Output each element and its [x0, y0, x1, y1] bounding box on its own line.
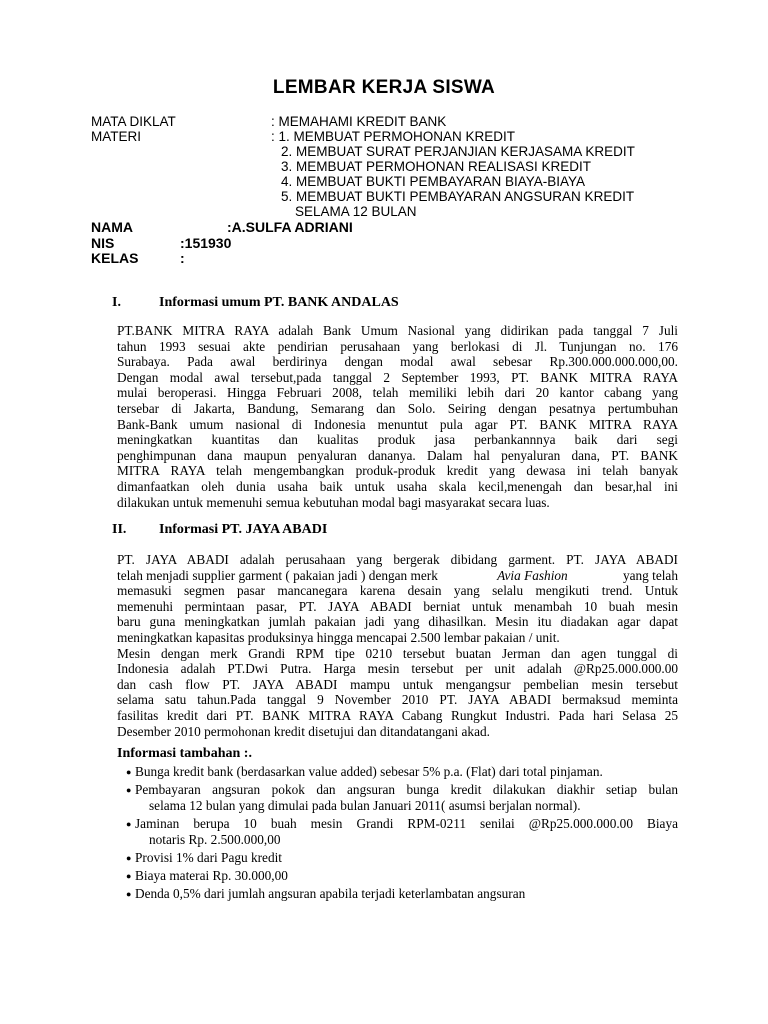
- paragraph-line: mulai beroperasi. Hingga Februari 2008, telah memiliki lebih dari 20 kantor cabang yang: [117, 385, 678, 401]
- list-item-text: Bunga kredit bank (berdasarkan value added) sebesar 5% p.a. (Flat) dari total pinjaman.: [135, 764, 603, 779]
- paragraph-line: meningkatkan kuantitas dan kualitas produk jasa perbankannnya baik dari segi: [117, 432, 678, 448]
- paragraph-line: dan cash flow PT. JAYA ABADI mampu untuk mengangsur pembelian mesin tersebut: [117, 676, 678, 692]
- list-item: [126, 764, 678, 780]
- list-item-text: notaris Rp. 2.500.000,00: [149, 832, 281, 847]
- kelas-value: :: [180, 250, 185, 266]
- list-item-text: Provisi 1% dari Pagu kredit: [135, 850, 282, 865]
- paragraph-line: PT.BANK MITRA RAYA adalah Bank Umum Nasional yang didirikan pada tanggal 7 Juli: [117, 323, 678, 338]
- section-2-paragraph: [117, 552, 678, 739]
- list-item: [126, 868, 678, 884]
- list-item-text: Jaminan berupa 10 buah mesin Grandi RPM-0211 senilai @Rp25.000.000.00 Biaya: [135, 816, 678, 831]
- section-1-paragraph: [117, 323, 678, 510]
- bullet-icon: ●: [126, 785, 132, 795]
- materi-item: SELAMA 12 BULAN: [295, 204, 417, 219]
- paragraph-line: memasuki segmen pasar mancanegara karena desain yang selalu mengikuti trend. Untuk: [117, 583, 678, 599]
- list-item-text: Denda 0,5% dari jumlah angsuran apabila terjadi keterlambatan angsuran: [135, 886, 526, 901]
- section-2-number: II.: [112, 522, 127, 537]
- paragraph-line: Mesin dengan merk Grandi RPM tipe 0210 tersebut buatan Jerman dan agen tunggal di: [117, 645, 678, 661]
- materi-item: 3. MEMBUAT PERMOHONAN REALISASI KREDIT: [281, 159, 592, 174]
- nis-label: NIS: [91, 235, 115, 251]
- info-tambahan-list: [126, 764, 678, 904]
- list-item-text: Biaya materai Rp. 30.000,00: [135, 868, 288, 883]
- nis-value: :151930: [180, 235, 232, 251]
- paragraph-line: dilakukan untuk memenuhi semua kebutuhan modal bagi masyarakat secara luas.: [117, 494, 550, 510]
- section-1-number: I.: [112, 295, 121, 310]
- bullet-icon: ●: [126, 767, 132, 777]
- paragraph-line-brand: [117, 568, 678, 584]
- section-2-title: Informasi PT. JAYA ABADI: [159, 522, 328, 537]
- materi-item: : 1. MEMBUAT PERMOHONAN KREDIT: [271, 129, 516, 144]
- worksheet-title: LEMBAR KERJA SISWA: [272, 77, 496, 98]
- materi-item: 4. MEMBUAT BUKTI PEMBAYARAN BIAYA-BIAYA: [281, 174, 586, 189]
- brand-name: Avia Fashion: [497, 567, 568, 583]
- materi-label: MATERI: [91, 129, 141, 144]
- paragraph-line: tersebar di Jakarta, Bandung, Semarang dan Solo. Seiring dengan pesatnya pertumbuhan: [117, 400, 678, 416]
- paragraph-line: Bank-Bank umum nasional di Indonesia menuntut pula agar PT. BANK MITRA RAYA: [117, 416, 678, 432]
- section-1-title: Informasi umum PT. BANK ANDALAS: [159, 295, 399, 310]
- paragraph-line: dimanfaatkan oleh dunia usaha baik untuk usaha skala kecil,menengah dan besar,hal ini: [117, 478, 678, 494]
- bullet-icon: ●: [126, 819, 132, 829]
- list-item-text: selama 12 bulan yang dimulai pada bulan Januari 2011( asumsi berjalan normal).: [149, 798, 581, 813]
- paragraph-line: fasilitas kredit dari PT. BANK MITRA RAYA Cabang Rungkut Industri. Pada hari Selasa 25: [117, 707, 678, 723]
- info-tambahan-heading: Informasi tambahan :.: [117, 746, 252, 761]
- bullet-icon: ●: [126, 889, 132, 899]
- nama-label: NAMA: [91, 219, 133, 235]
- paragraph-line: selama satu tahun.Pada tanggal 9 November 2010 PT. JAYA ABADI bermaksud meminta: [117, 692, 678, 708]
- mata-diklat-value: : MEMAHAMI KREDIT BANK: [271, 114, 447, 129]
- list-item: [126, 782, 678, 814]
- paragraph-line: MITRA RAYA telah mengembangkan produk-produk kredit yang dewasa ini telah banyak: [117, 463, 678, 479]
- paragraph-line: memenuhi permintaan pasar, PT. JAYA ABADI berniat untuk menambah 10 buah mesin: [117, 598, 678, 614]
- paragraph-line: tahun 1993 sesuai akte pendirian perusahaan yang berlokasi di Jl. Tunjungan no. 176: [117, 338, 678, 354]
- list-item: [126, 886, 678, 902]
- paragraph-line: PT. JAYA ABADI adalah perusahaan yang bergerak dibidang garment. PT. JAYA ABADI: [117, 552, 678, 567]
- paragraph-text: yang telah: [622, 567, 678, 583]
- bullet-icon: ●: [126, 853, 132, 863]
- list-item-text: Pembayaran angsuran pokok dan angsuran bunga kredit dilakukan diakhir setiap bulan: [135, 782, 678, 797]
- paragraph-line: penghimpunan dana maupun penyaluran dananya. Dalam hal penyaluran dana, PT. BANK: [117, 447, 678, 463]
- bullet-icon: ●: [126, 871, 132, 881]
- mata-diklat-label: MATA DIKLAT: [91, 114, 176, 129]
- materi-item: 5. MEMBUAT BUKTI PEMBAYARAN ANGSURAN KREDIT: [281, 189, 635, 204]
- paragraph-line: Dengan modal awal tersebut,pada tanggal 2 September 1993, PT. BANK MITRA RAYA: [117, 369, 678, 385]
- list-item: [126, 850, 678, 866]
- paragraph-line: Surabaya. Pada awal berdirinya dengan modal awal sebesar Rp.300.000.000.000,00.: [117, 354, 678, 370]
- paragraph-line: Indonesia adalah PT.Dwi Putra. Harga mesin tersebut per unit adalah @Rp25.000.000.00: [117, 661, 678, 677]
- paragraph-line: baru guna meningkatkan jumlah pakaian jadi yang dihasilkan. Mesin itu diadakan agar dapat: [117, 614, 678, 630]
- kelas-label: KELAS: [91, 250, 139, 266]
- list-item: [126, 816, 678, 848]
- paragraph-line: Desember 2010 permohonan kredit disetujui dan ditandatangani akad.: [117, 723, 490, 739]
- materi-item: 2. MEMBUAT SURAT PERJANJIAN KERJASAMA KREDIT: [281, 144, 635, 159]
- paragraph-text: telah menjadi supplier garment ( pakaian jadi ) dengan merk: [117, 567, 438, 583]
- nama-value: :A.SULFA ADRIANI: [227, 219, 353, 235]
- paragraph-line: meningkatkan kapasitas produksinya hingga mencapai 2.500 lembar pakaian / unit.: [117, 629, 560, 645]
